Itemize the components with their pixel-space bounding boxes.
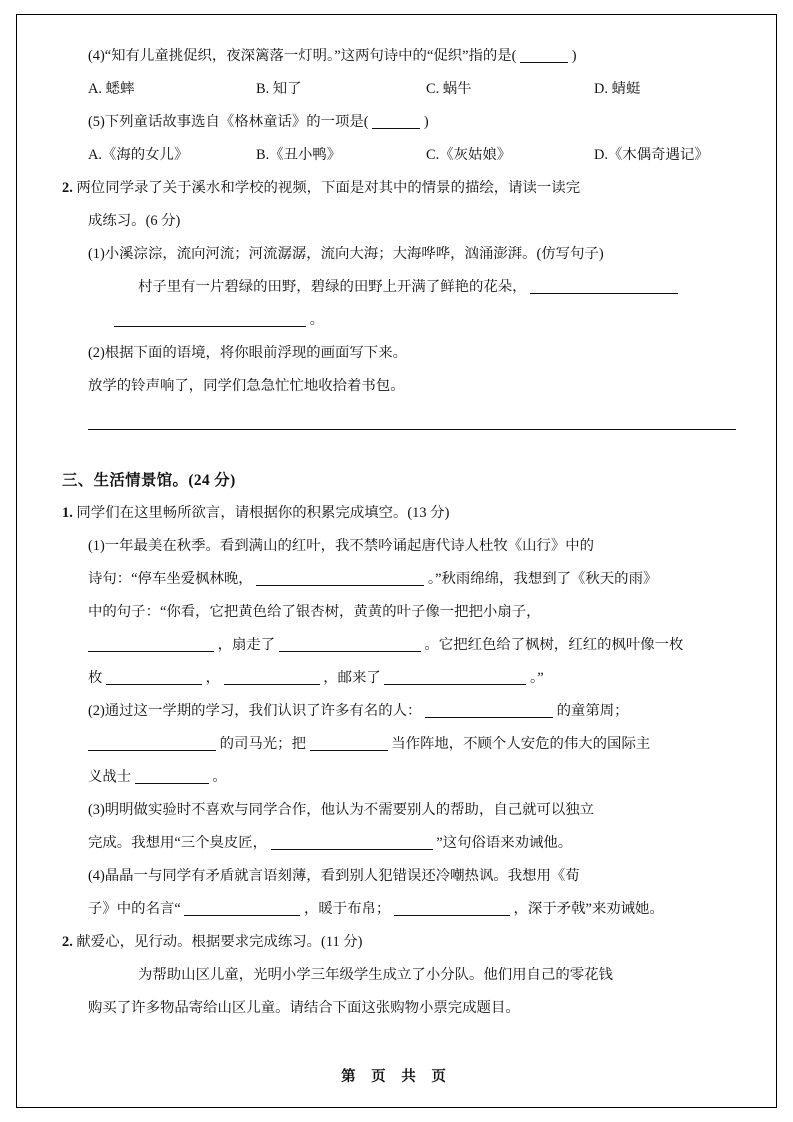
text: 的童第周； xyxy=(556,703,629,719)
answer-blank[interactable] xyxy=(88,636,214,652)
text: 。”秋雨绵绵，我想到了《秋天的雨》 xyxy=(427,571,658,587)
s3q1-item4-line1 xyxy=(62,860,731,893)
s3q1-item2-line2 xyxy=(62,728,731,761)
answer-blank[interactable] xyxy=(256,570,424,586)
text: ， xyxy=(205,670,221,686)
text: 的司马光；把 xyxy=(219,736,306,752)
text: 。它把红色给了枫树，红红的枫叶像一枚 xyxy=(424,637,684,653)
text: 义战士 xyxy=(88,769,132,785)
text: ，深于矛戟”来劝诫她。 xyxy=(513,901,664,917)
answer-blank[interactable] xyxy=(88,735,216,751)
question-2-2-context-text: 放学的铃声响了，同学们急急忙忙地收拾着书包。 xyxy=(88,378,405,394)
text: 枚 xyxy=(88,670,103,686)
question-2-number: 2. xyxy=(62,180,73,196)
page-footer: 第 页 共 页 xyxy=(341,1069,452,1085)
s3q2-body-line1 xyxy=(62,959,731,992)
option-c[interactable]: C. 蜗牛 xyxy=(426,81,472,97)
question-2-1-text xyxy=(62,238,731,271)
question-1-5-text: (5)下列童话故事选自《格林童话》的一项是( xyxy=(88,114,369,130)
text: 中的句子：“你看，它把黄色给了银杏树，黄黄的叶子像一把把小扇子， xyxy=(88,604,541,620)
s3q1-item1-line2 xyxy=(62,563,731,596)
answer-blank[interactable] xyxy=(106,669,202,685)
s3q1-item2-line3 xyxy=(62,761,731,794)
text: ，扇走了 xyxy=(217,637,276,653)
section3-question-1-stem xyxy=(62,497,731,530)
s3q1-item1-line1 xyxy=(62,530,731,563)
question-2-stem: 两位同学录了关于溪水和学校的视频，下面是对其中的情景的描绘，请读一读完 xyxy=(76,180,581,196)
answer-blank[interactable] xyxy=(135,768,209,784)
question-1-4 xyxy=(62,40,731,73)
section-3-title: 三、生活情景馆。(24 分) xyxy=(62,472,236,489)
question-1-4-suffix: ) xyxy=(571,48,577,64)
s3q1-item4-line2 xyxy=(62,893,731,926)
text: 购买了许多物品寄给山区儿童。请结合下面这张购物小票完成题目。 xyxy=(88,1000,520,1016)
s3q2-body-line2 xyxy=(62,992,731,1025)
text: 子》中的名言“ xyxy=(88,901,181,917)
question-1-4-options xyxy=(62,73,731,106)
question-2-1-answer-line1 xyxy=(62,271,731,304)
s3q1-item3-line2 xyxy=(62,827,731,860)
question-2-2-text xyxy=(62,337,731,370)
text: (4)晶晶一与同学有矛盾就言语刻薄，看到别人犯错误还冷嘲热讽。我想用《荀 xyxy=(88,868,580,884)
question-1-5 xyxy=(62,106,731,139)
answer-blank[interactable] xyxy=(425,702,553,718)
text: 完成。我想用“三个臭皮匠， xyxy=(88,835,268,851)
answer-prompt: 村子里有一片碧绿的田野，碧绿的田野上开满了鲜艳的花朵， xyxy=(138,279,527,295)
option-a[interactable]: A.《海的女儿》 xyxy=(88,147,189,163)
page-content xyxy=(62,40,731,1025)
option-d[interactable]: D.《木偶奇遇记》 xyxy=(594,147,709,163)
answer-blank[interactable] xyxy=(520,47,568,63)
text: ，暖于布帛； xyxy=(303,901,391,917)
question-1-5-options xyxy=(62,139,731,172)
question-2-stem-line2 xyxy=(62,205,731,238)
text: (2)通过这一学期的学习，我们认识了许多有名的人： xyxy=(88,703,422,719)
text: ，邮来了 xyxy=(323,670,381,686)
question-2-2-label: (2)根据下面的语境，将你眼前浮现的画面写下来。 xyxy=(88,345,407,361)
s3q1-item1-line5 xyxy=(62,662,731,695)
question-2-1-answer-line2 xyxy=(62,304,731,337)
answer-period: 。 xyxy=(309,312,325,328)
s3q1-item1-line4 xyxy=(62,629,731,662)
question-text: 同学们在这里畅所欲言，请根据你的积累完成填空。(13 分) xyxy=(76,505,450,521)
text: 当作阵地，不顾个人安危的伟大的国际主 xyxy=(391,736,651,752)
answer-blank[interactable] xyxy=(530,278,678,294)
text: 诗句：“停车坐爱枫林晚， xyxy=(88,571,253,587)
question-2-stem-line1 xyxy=(62,172,731,205)
question-number: 1. xyxy=(62,505,73,521)
text: 为帮助山区儿童，光明小学三年级学生成立了小分队。他们用自己的零花钱 xyxy=(138,967,613,983)
question-2-stem-cont: 成练习。(6 分) xyxy=(88,213,181,229)
question-text: 献爱心，见行动。根据要求完成练习。(11 分) xyxy=(76,934,363,950)
option-a[interactable]: A. 蟋蟀 xyxy=(88,81,135,97)
question-number: 2. xyxy=(62,934,73,950)
option-c[interactable]: C.《灰姑娘》 xyxy=(426,147,512,163)
answer-blank[interactable] xyxy=(310,735,388,751)
question-1-5-suffix: ) xyxy=(423,114,429,130)
answer-blank[interactable] xyxy=(114,311,306,327)
answer-blank[interactable] xyxy=(224,669,320,685)
option-d[interactable]: D. 蜻蜓 xyxy=(594,81,641,97)
answer-blank[interactable] xyxy=(372,113,420,129)
text: ”这句俗语来劝诫他。 xyxy=(436,835,573,851)
question-2-1-label: (1)小溪淙淙，流向河流；河流潺潺，流向大海；大海哗哗，汹涌澎湃。(仿写句子) xyxy=(88,246,604,262)
option-b[interactable]: B. 知了 xyxy=(256,81,302,97)
answer-blank[interactable] xyxy=(279,636,421,652)
answer-blank[interactable] xyxy=(384,669,526,685)
question-2-2-context xyxy=(62,370,731,403)
text: 。 xyxy=(212,769,227,785)
text: 。” xyxy=(530,670,544,686)
answer-blank[interactable] xyxy=(271,834,433,850)
s3q1-item2-line1 xyxy=(62,695,731,728)
answer-blank[interactable] xyxy=(394,900,510,916)
text: (1)一年最美在秋季。看到满山的红叶，我不禁吟诵起唐代诗人杜牧《山行》中的 xyxy=(88,538,595,554)
s3q1-item1-line3 xyxy=(62,596,731,629)
s3q1-item3-line1 xyxy=(62,794,731,827)
answer-blank[interactable] xyxy=(184,900,300,916)
section3-question-2-stem xyxy=(62,926,731,959)
option-b[interactable]: B.《丑小鸭》 xyxy=(256,147,342,163)
question-1-4-text: (4)“知有儿童挑促织，夜深篱落一灯明。”这两句诗中的“促织”指的是( xyxy=(88,48,517,64)
text: (3)明明做实验时不喜欢与同学合作，他认为不需要别人的帮助，自己就可以独立 xyxy=(88,802,595,818)
